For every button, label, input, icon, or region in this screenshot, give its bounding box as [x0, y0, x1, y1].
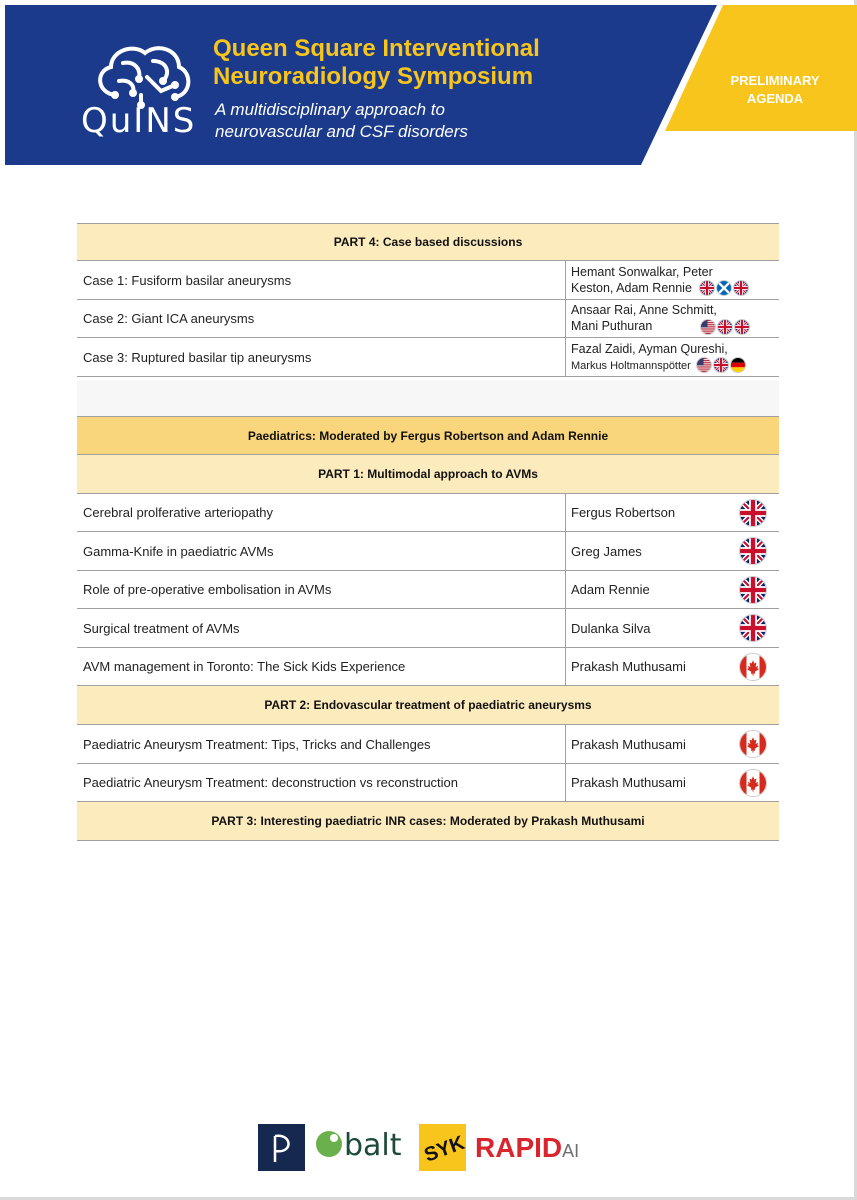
- speaker-name: Greg James: [571, 543, 642, 559]
- part2-heading: [77, 686, 779, 725]
- table-row: [77, 571, 779, 609]
- badge-line-1: PRELIMINARY: [730, 73, 820, 88]
- session-topic: Case 3: Ruptured basilar tip aneurysms: [77, 338, 566, 376]
- session-topic: Paediatric Aneurysm Treatment: Tips, Tricks and Challenges: [77, 725, 566, 763]
- penumbra-logo-icon: [258, 1124, 305, 1171]
- session-topic: Gamma-Knife in paediatric AVMs: [77, 532, 566, 570]
- uk-flag-icon: [739, 499, 767, 527]
- us-flag-icon: [700, 319, 716, 335]
- uk-flag-icon: [733, 280, 749, 296]
- symposium-title: [213, 35, 540, 91]
- speaker-flags: [700, 319, 750, 335]
- table-row: [77, 725, 779, 764]
- header-banner: [5, 5, 857, 165]
- speaker-name: Fergus Robertson: [571, 505, 676, 520]
- balt-logo: [314, 1128, 402, 1163]
- session-topic: Surgical treatment of AVMs: [77, 609, 566, 647]
- speaker-line-1: Hemant Sonwalkar, Peter: [571, 264, 713, 279]
- canada-flag-icon: [739, 769, 767, 797]
- table-spacer: [77, 380, 779, 416]
- uk-flag-icon: [739, 537, 767, 565]
- table-row: [77, 261, 779, 300]
- session-topic: Case 1: Fusiform basilar aneurysms: [77, 261, 566, 299]
- speaker-line-2: Keston, Adam Rennie: [571, 280, 692, 295]
- session-topic: Cerebral prolferative arteriopathy: [77, 494, 566, 531]
- paediatrics-heading-text: Paediatrics: Moderated by Fergus Robertson and Adam Rennie: [247, 428, 609, 443]
- title-line-2: Neuroradiology Symposium: [213, 63, 534, 90]
- syk-logo-icon: [419, 1124, 466, 1171]
- table-row: [77, 609, 779, 648]
- rapid-wordmark: RAPID: [475, 1132, 563, 1163]
- canada-flag-icon: [739, 653, 767, 681]
- syk-wordmark: SYK: [421, 1131, 466, 1167]
- canada-flag-icon: [739, 730, 767, 758]
- session-speaker: [566, 648, 779, 685]
- us-flag-icon: [696, 357, 712, 373]
- speaker-name: Prakash Muthusami: [571, 775, 686, 790]
- uk-flag-icon: [739, 576, 767, 604]
- table-row: [77, 338, 779, 377]
- session-speaker: [566, 571, 779, 608]
- session-speaker: [566, 609, 779, 647]
- part2-heading-text: PART 2: Endovascular treatment of paediatric aneurysms: [264, 698, 592, 712]
- table-row: [77, 494, 779, 532]
- speaker-name: Dulanka Silva: [571, 620, 651, 636]
- uk-flag-icon: [699, 280, 715, 296]
- session-topic: Case 2: Giant ICA aneurysms: [77, 300, 566, 337]
- uk-flag-icon: [717, 319, 733, 335]
- logo-wordmark: QuINS: [81, 101, 197, 141]
- part3-heading: [77, 802, 779, 841]
- balt-swirl-icon: [314, 1129, 344, 1159]
- session-speaker: [566, 494, 779, 531]
- speaker-line-2: Mani Puthuran: [571, 319, 653, 334]
- session-topic: Role of pre-operative embolisation in AVMs: [77, 571, 566, 608]
- speaker-name: Prakash Muthusami: [571, 659, 686, 674]
- subtitle-line-2: neurovascular and CSF disorders: [215, 122, 468, 141]
- session-speakers: [566, 261, 779, 299]
- title-line-1: Queen Square Interventional: [213, 35, 540, 62]
- table-row: [77, 764, 779, 802]
- session-speaker: [566, 764, 779, 801]
- uk-flag-icon: [739, 614, 767, 642]
- balt-wordmark: balt: [344, 1128, 402, 1163]
- subtitle-line-1: A multidisciplinary approach to: [215, 100, 445, 119]
- speaker-flags: [696, 357, 746, 373]
- part3-heading-text: PART 3: Interesting paediatric INR cases: Moderated by Prakash Muthusami: [211, 814, 645, 828]
- speaker-line-1: Fazal Zaidi, Ayman Qureshi,: [571, 341, 728, 356]
- part4-heading: [77, 223, 779, 261]
- session-speaker: [566, 725, 779, 763]
- symposium-subtitle: [215, 99, 468, 143]
- germany-flag-icon: [730, 357, 746, 373]
- part1-heading-text: PART 1: Multimodal approach to AVMs: [318, 467, 538, 481]
- speaker-name: Prakash Muthusami: [571, 736, 686, 752]
- speaker-line-2: Markus Holtmannspötter: [571, 359, 691, 372]
- uk-flag-icon: [734, 319, 750, 335]
- badge-line-2: AGENDA: [746, 91, 804, 106]
- table-row: [77, 300, 779, 338]
- session-topic: AVM management in Toronto: The Sick Kids Experience: [77, 648, 566, 685]
- table-row: [77, 532, 779, 571]
- part4-table: [77, 223, 779, 377]
- session-topic: Paediatric Aneurysm Treatment: deconstruction vs reconstruction: [77, 764, 566, 801]
- session-speakers: [566, 338, 779, 376]
- preliminary-agenda-badge: [705, 72, 845, 108]
- session-speakers: [566, 300, 779, 337]
- session-speaker: [566, 532, 779, 570]
- rapid-ai-logo: [475, 1132, 579, 1164]
- speaker-line-1: Ansaar Rai, Anne Schmitt,: [571, 303, 717, 318]
- sponsor-logos: [258, 1124, 608, 1174]
- speaker-flags: [699, 280, 749, 296]
- rapid-ai-suffix: AI: [562, 1141, 580, 1161]
- paediatrics-heading: [77, 416, 779, 455]
- scotland-flag-icon: [716, 280, 732, 296]
- part1-heading: [77, 455, 779, 494]
- table-row: [77, 648, 779, 686]
- part4-heading-text: PART 4: Case based discussions: [333, 235, 523, 249]
- uk-flag-icon: [713, 357, 729, 373]
- paediatrics-table: [77, 416, 779, 841]
- speaker-name: Adam Rennie: [571, 582, 650, 597]
